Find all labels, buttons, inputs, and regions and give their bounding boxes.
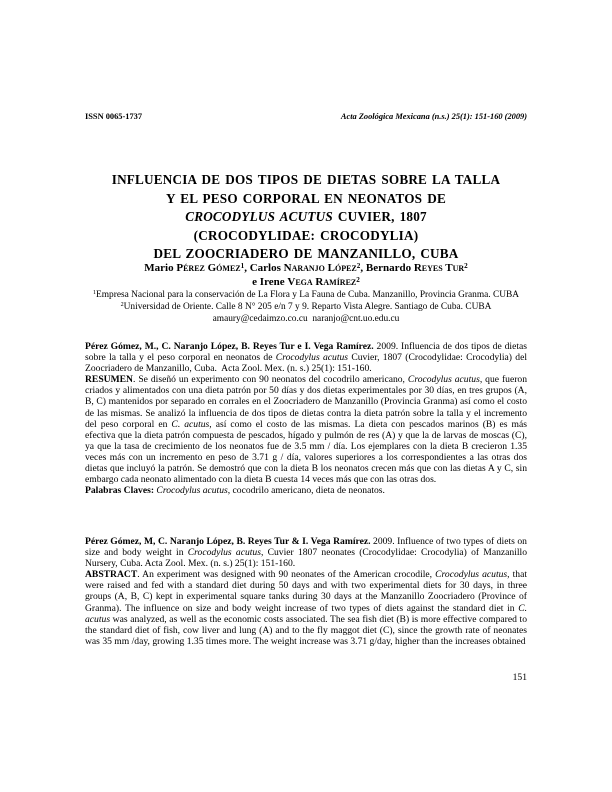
- authors-line-2: e Irene Vega Ramírez$^2$: [252, 276, 360, 289]
- page-number: 151: [512, 672, 527, 683]
- english-section: [85, 536, 527, 647]
- spanish-citation: Pérez Gómez, M., C. Naranjo López, B. Reyes Tur e I. Vega Ramírez. 2009. Influencia de dos tipos de dietas sobre la talla y el peso corporal en neonatos de Crocodylus acutus Cuvier, 1807 (Crocodylidae: Crocodylia) del Zoocriadero de Manzanillo, Cuba. Acta Zool. Mex. (n. s.) 25(1): 151-160.: [85, 341, 527, 375]
- spanish-abstract: RESUMEN. Se diseñó un experimento con 90 neonatos del cocodrilo americano, Crocodylus acutus, que fueron criados y alimentados con una dieta patrón por 50 días y dos dietas experimentales por 30 días, en tres grupos (A, B, C) mantenidos por separado en corrales en el Zoocriadero de Manzanillo (Provincia Granma) así como el costo de las mismas. Se analizó la influencia de dos tipos de dietas contra la dieta patrón sobre la talla y el incremento del peso corporal en C. acutus, así como el costo de las mismas. La dieta con pescados marinos (B) es más efectiva que la dieta patrón compuesta de pescados, hígado y pulmón de res (A) y que la de larvas de moscas (C), ya que la tasa de crecimiento de los neonatos fue de 3.5 mm / día. Los ejemplares con la dieta B crecieron 1.35 veces más con un incremento en peso de 3.71 g / día, valores superiores a los correspondientes a las otras dos dietas que incluyó la patrón. Se demostró que con la dieta B los neonatos crecen más que con las dietas A y C, sin embargo cada neonato alimentado con la dieta B cuesta 14 veces más que con las otras dos.: [85, 374, 528, 486]
- journal-citation: Acta Zoológica Mexicana (n.s.) 25(1): 151-160 (2009): [340, 112, 527, 121]
- affiliation-1: $^1$Empresa Nacional para la conservación de La Flora y La Fauna de Cuba. Manzanillo, Provincia Granma. CUBA: [92, 290, 520, 300]
- running-head: [85, 112, 527, 121]
- title-line-5: DEL ZOOCRIADERO DE MANZANILLO, CUBA: [153, 246, 459, 262]
- english-abstract: ABSTRACT. An experiment was designed with 90 neonates of the American crocodile, Crocodylus acutus, that were raised and fed with a standard diet during 50 days and with two experimental diets for 30 days, in three groups (A, B, C) kept in experimental square tanks during 30 days at the Manzanillo Zoocriadero (Province of Granma). The influence on size and body weight increase of two types of diets against the standard diet in C. acutus was analyzed, as well as the economic costs associated. The sea fish diet (B) is more effective compared to the standard diet of fish, cow liver and lung (A) and to the fly maggot diet (C), since the growth rate of neonates was 35 mm /day, growing 1.35 times more. The weight increase was 3.71 g/day, higher than the increases obtained: [85, 569, 528, 647]
- issn-label: ISSN 0065-1737: [85, 112, 143, 121]
- spanish-section: [85, 341, 527, 496]
- affiliation-2: $^2$Universidad de Oriente. Calle 8 N° 205 e/n 7 y 9. Reparto Vista Alegre. Santiago de Cuba. CUBA: [120, 301, 492, 312]
- spanish-keywords: Palabras Claves: Crocodylus acutus, cocodrilo americano, dieta de neonatos.: [85, 485, 385, 497]
- email-line: amaury@cedaimzo.co.cu naranjo@cnt.uo.edu.cu: [212, 313, 400, 324]
- title-line-4: (CROCODYLIDAE: CROCODYLIA): [193, 227, 419, 243]
- article-title: [85, 171, 527, 264]
- affiliations: [85, 290, 527, 325]
- title-line-3: CROCODYLUS ACUTUS CUVIER, 1807: [185, 209, 427, 225]
- authors-line-1: Mario Pérez Gómez$^1$, Carlos Naranjo López$^2$, Bernardo Reyes Tur$^2$: [144, 261, 468, 274]
- title-line-1: INFLUENCIA DE DOS TIPOS DE DIETAS SOBRE LA TALLA: [111, 172, 501, 187]
- authors: [85, 262, 527, 290]
- english-citation: Pérez Gómez, M, C. Naranjo López, B. Reyes Tur & I. Vega Ramírez. 2009. Influence of two types of diets on size and body weight in Crocodylus acutus, Cuvier 1807 neonates (Crocodylidae: Crocodylia) of Manzanillo Nursery, Cuba. Acta Zool. Mex. (n. s.) 25(1): 151-160.: [85, 536, 527, 570]
- title-line-2: Y EL PESO CORPORAL EN NEONATOS DE: [166, 190, 446, 206]
